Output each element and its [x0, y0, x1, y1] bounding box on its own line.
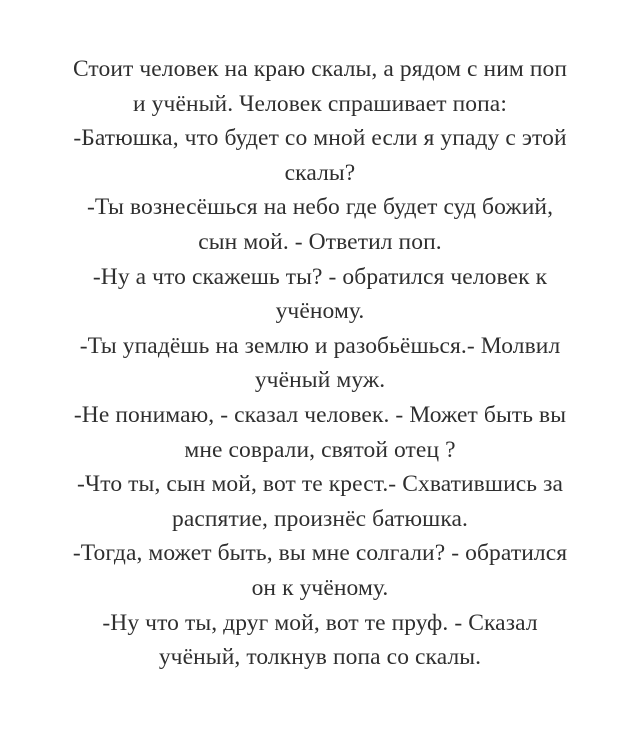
- text-line: сын мой. - Ответил поп.: [198, 228, 442, 255]
- text-line: учёный муж.: [254, 367, 386, 394]
- text-line: Стоит человек на краю скалы, а рядом с ним поп: [72, 56, 568, 82]
- joke-text: [14, 52, 626, 675]
- text-line: распятие, произнёс батюшка.: [171, 505, 469, 532]
- text-line: -Ну что ты, друг мой, вот те пруф. - Сказал: [102, 609, 538, 636]
- text-line: и учёный. Человек спрашивает попа:: [133, 90, 507, 117]
- text-line: учёному.: [275, 298, 365, 325]
- text-line: он к учёному.: [251, 574, 389, 601]
- text-line: -Ты вознесёшься на небо где будет суд божий,: [86, 194, 554, 221]
- text-line: -Не понимаю, - сказал человек. - Может быть вы: [73, 401, 567, 428]
- text-line: -Ты упадёшь на землю и разобьёшься.- Молвил: [79, 332, 561, 359]
- text-line: -Ну а что скажешь ты? - обратился человек к: [92, 263, 548, 290]
- text-line: -Что ты, сын мой, вот те крест.- Схватившись за: [77, 471, 563, 498]
- text-line: -Батюшка, что будет со мной если я упаду с этой: [73, 125, 567, 152]
- text-line: -Тогда, может быть, вы мне солгали? - обратился: [72, 540, 568, 567]
- text-line: мне соврали, святой отец ?: [184, 436, 456, 463]
- text-line: учёный, толкнув попа со скалы.: [158, 644, 482, 671]
- text-line: скалы?: [284, 159, 356, 186]
